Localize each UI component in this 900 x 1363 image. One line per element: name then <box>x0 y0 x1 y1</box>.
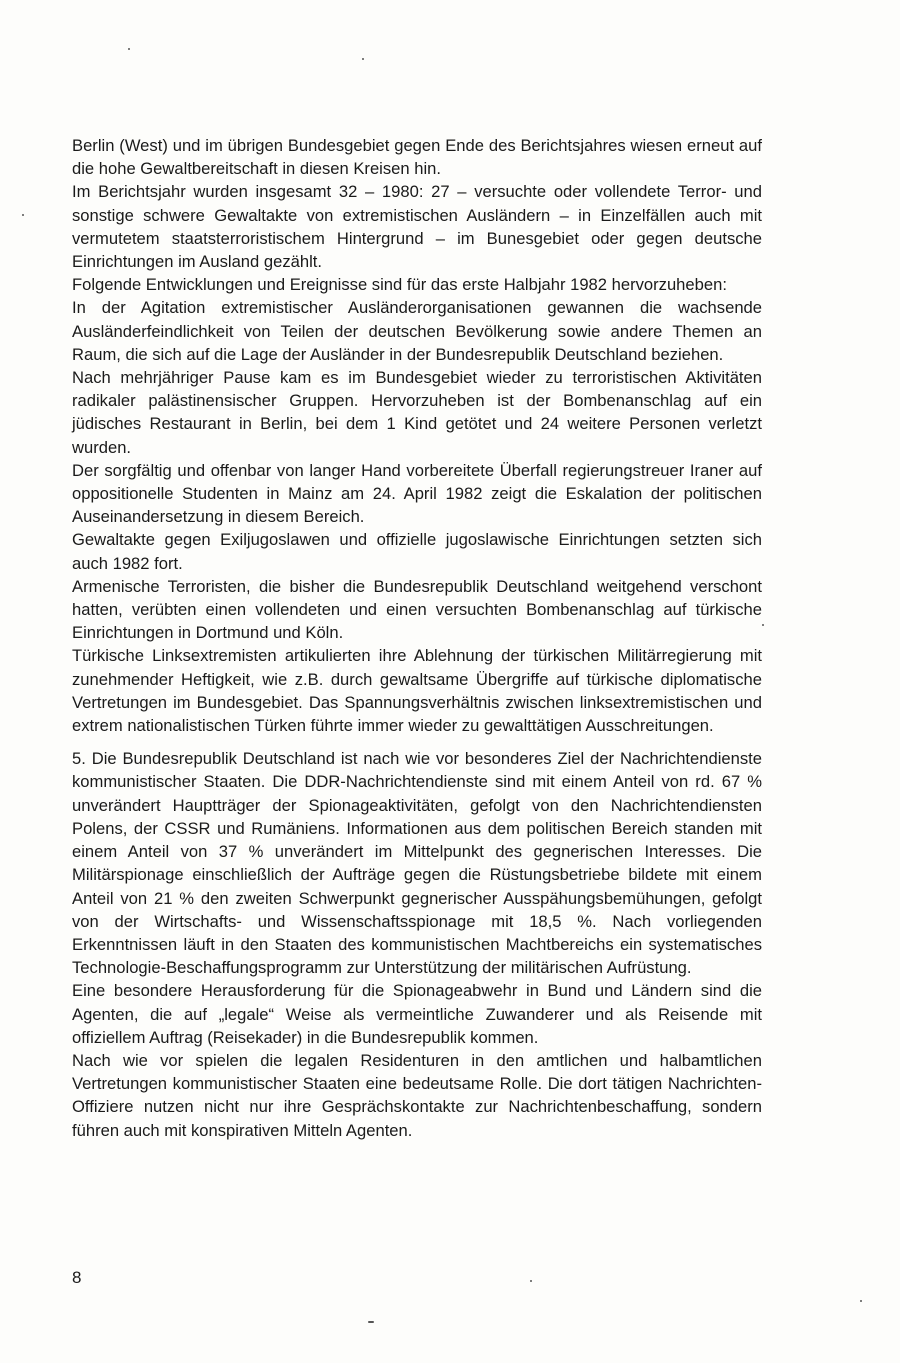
paragraph: Folgende Entwicklungen und Ereignisse sind für das erste Halbjahr 1982 hervorzuheben: <box>72 275 727 295</box>
scan-speck <box>128 48 130 50</box>
scan-speck <box>362 58 364 60</box>
scan-speck <box>860 1300 862 1302</box>
paragraph: In der Agitation extremistischer Ausländerorganisationen gewannen die wachsende Ausländerfeindlichkeit von Teilen der deutschen Bevölkerung sowie andere Themen an Raum, die sich auf die Lage der Ausländer in der Bundesrepublik Deutschland beziehen. <box>72 298 762 364</box>
body-text <box>72 134 762 1142</box>
paragraph: Der sorgfältig und offenbar von langer Hand vorbereitete Überfall regierungstreuer Iraner auf oppositionelle Studenten in Mainz am 24. April 1982 zeigt die Eskalation der politischen Auseinandersetzung in diesem Bereich. <box>72 460 762 527</box>
paragraph: Eine besondere Herausforderung für die Spionageabwehr in Bund und Ländern sind die Agenten, die auf „legale“ Weise als vermeintliche Zuwanderer und als Reisende mit offiziellem Auftrag (Reisekader) in die Bundesrepublik kommen. <box>72 981 762 1047</box>
scan-speck <box>22 214 24 216</box>
paragraph: Berlin (West) und im übrigen Bundesgebiet gegen Ende des Berichtsjahres wiesen erneut auf die hohe Gewaltbereitschaft in diesen Kreisen hin. <box>72 136 762 179</box>
section-5-paragraph: 5. Die Bundesrepublik Deutschland ist nach wie vor besonderes Ziel der Nachrichtendienste kommunistischer Staaten. Die DDR-Nachrichtendienste sind mit einem Anteil von rd. 67 % unverändert Hauptträger der Spionageaktivitäten, gefolgt von den Nachrichtendiensten Polens, der CSSR und Rumäniens. Informationen aus dem politischen Bereich standen mit einem Anteil von 37 % unverändert im Mittelpunkt des gegnerischen Interesses. Die Militärspionage einschließlich der Aufträge gegen die Rüstungsbetriebe bildete mit einem Anteil von 21 % den zweiten Schwerpunkt gegnerischer Ausspähungsbemühungen, gefolgt von der Wirtschafts- und Wissenschaftsspionage mit 18,5 %. Nach vorliegenden Erkenntnissen läuft in den Staaten des kommunistischen Machtbereichs ein systematisches Technologie-Beschaffungsprogramm zur Unterstützung der militärischen Aufrüstung. <box>72 749 762 978</box>
paragraph: Nach wie vor spielen die legalen Residenturen in den amtlichen und halbamtlichen Vertretungen kommunistischer Staaten eine bedeutsame Rolle. Die dort tätigen Nachrichten-Offiziere nutzen nicht nur ihre Gesprächskontakte zur Nachrichtenbeschaffung, sondern führen auch mit konspirativen Mitteln Agenten. <box>72 1050 762 1140</box>
scan-speck <box>762 624 764 626</box>
paragraph: Armenische Terroristen, die bisher die Bundesrepublik Deutschland weitgehend verschont hatten, verübten einen vollendeten und einen versuchten Bombenanschlag auf türkische Einrichtungen in Dortmund und Köln. <box>72 576 762 643</box>
paragraph: Türkische Linksextremisten artikulierten ihre Ablehnung der türkischen Militärregierung mit zunehmender Heftigkeit, wie z.B. durch gewaltsame Übergriffe auf türkische diplomatische Vertretungen im Bundesgebiet. Das Spannungsverhältnis zwischen linksextremistischen und extrem nationalistischen Türken führte immer wieder zu gewalttätigen Ausschreitungen. <box>72 646 762 736</box>
page-number: 8 <box>72 1268 82 1287</box>
scan-speck <box>368 1321 374 1323</box>
paragraph: Im Berichtsjahr wurden insgesamt 32 – 1980: 27 – versuchte oder vollendete Terror- und sonstige schwere Gewaltakte von extremistischen Ausländern – in Einzelfällen auch mit vermutetem staatsterroristischem Hintergrund – im Bunesgebiet oder gegen deutsche Einrichtungen im Ausland gezählt. <box>72 182 762 272</box>
scan-speck <box>530 1280 532 1282</box>
paragraph: Gewaltakte gegen Exiljugoslawen und offizielle jugoslawische Einrichtungen setzten sich auch 1982 fort. <box>72 530 762 573</box>
paragraph: Nach mehrjähriger Pause kam es im Bundesgebiet wieder zu terroristischen Aktivitäten radikaler palästinensischer Gruppen. Hervorzuheben ist der Bombenanschlag auf ein jüdisches Restaurant in Berlin, bei dem 1 Kind getötet und 24 weitere Personen verletzt wurden. <box>72 368 762 457</box>
